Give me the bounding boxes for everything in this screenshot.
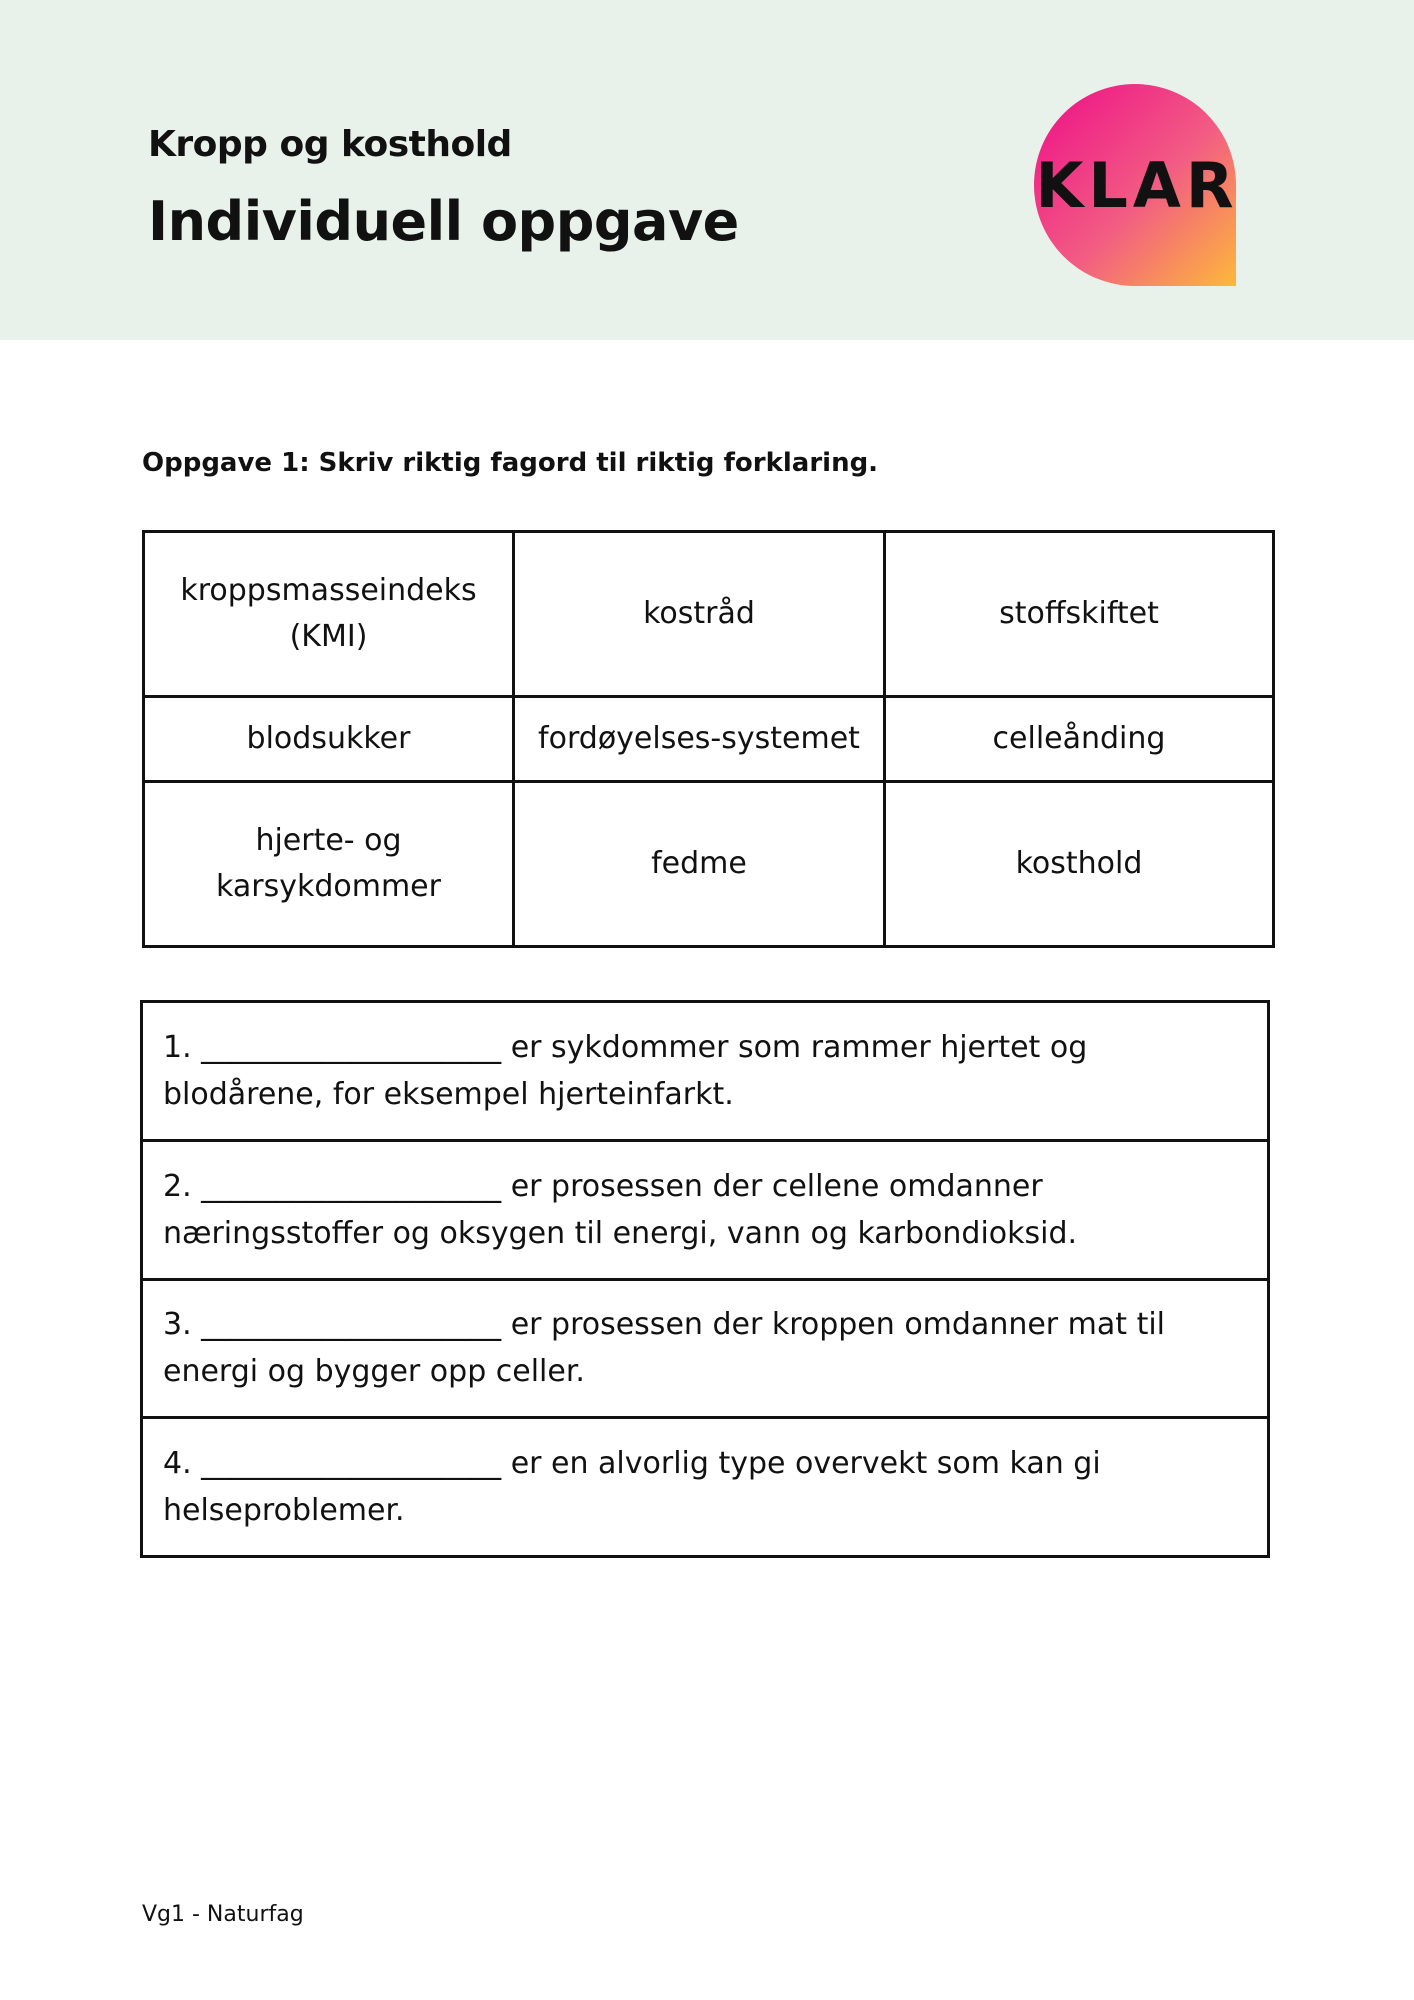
sentence-row xyxy=(142,1279,1269,1418)
sentence-cell[interactable]: 3. ____________________ er prosessen der kroppen omdanner mat til energi og bygger opp celler. xyxy=(142,1279,1269,1418)
word-row xyxy=(144,782,1274,947)
klar-logo xyxy=(1034,84,1239,286)
word-cell: kostråd xyxy=(514,532,885,697)
footer-text: Vg1 - Naturfag xyxy=(142,1902,304,1927)
sentence-row xyxy=(142,1140,1269,1279)
word-cell: fedme xyxy=(514,782,885,947)
sentence-cell[interactable]: 4. ____________________ er en alvorlig type overvekt som kan gi helseproblemer. xyxy=(142,1418,1269,1557)
word-cell: blodsukker xyxy=(144,696,514,781)
word-cell: kroppsmasseindeks (KMI) xyxy=(144,532,514,697)
task-heading: Oppgave 1: Skriv riktig fagord til riktig forklaring. xyxy=(142,448,879,478)
page-title: Individuell oppgave xyxy=(148,190,739,253)
word-cell: hjerte- og karsykdommer xyxy=(144,782,514,947)
logo-text: KLAR xyxy=(1035,148,1239,222)
sentence-row xyxy=(142,1002,1269,1141)
word-bank-table xyxy=(142,530,1275,948)
word-row xyxy=(144,696,1274,781)
sentence-table xyxy=(140,1000,1270,1558)
word-cell: fordøyelses-systemet xyxy=(514,696,885,781)
word-row xyxy=(144,532,1274,697)
word-cell: stoffskiftet xyxy=(885,532,1274,697)
header-subtitle: Kropp og kosthold xyxy=(148,124,512,165)
page-header xyxy=(0,0,1414,340)
sentence-cell[interactable]: 1. ____________________ er sykdommer som rammer hjertet og blodårene, for eksempel hjerteinfarkt. xyxy=(142,1002,1269,1141)
sentence-row xyxy=(142,1418,1269,1557)
word-cell: kosthold xyxy=(885,782,1274,947)
word-cell: celleånding xyxy=(885,696,1274,781)
sentence-cell[interactable]: 2. ____________________ er prosessen der cellene omdanner næringsstoffer og oksygen til energi, vann og karbondioksid. xyxy=(142,1140,1269,1279)
